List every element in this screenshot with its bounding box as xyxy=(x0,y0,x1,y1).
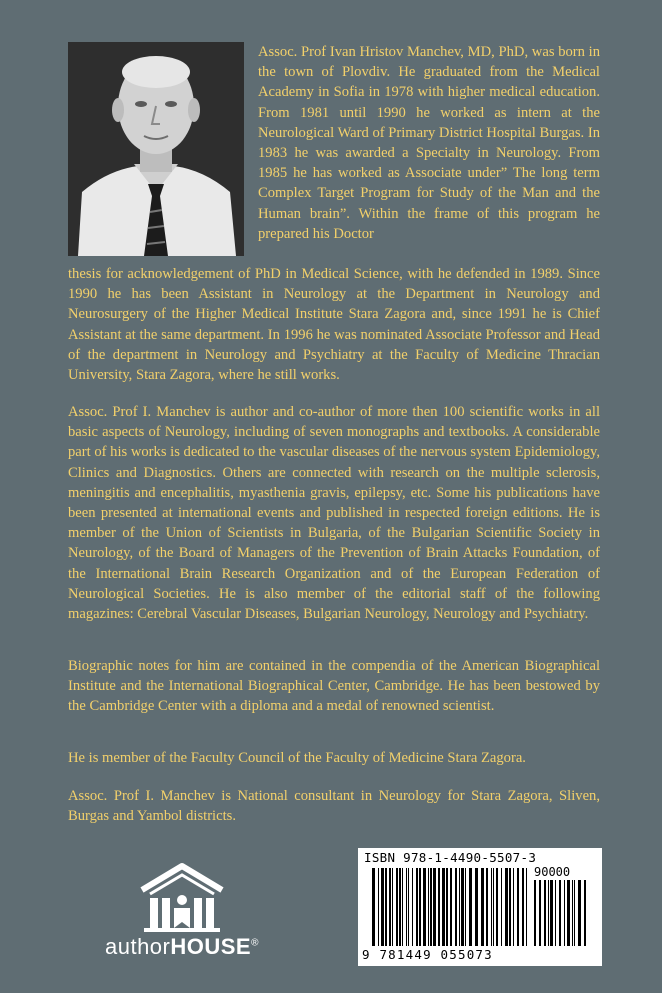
barcode-bar xyxy=(509,868,511,946)
barcode-bar xyxy=(526,868,527,946)
portrait-photo-icon xyxy=(68,42,244,256)
price-code: 90000 xyxy=(534,865,571,879)
barcode-bar xyxy=(486,868,488,946)
barcode-bar xyxy=(544,880,546,946)
bio-paragraph-3: Biographic notes for him are contained in the compendia of the American Biographical Institute and the International Biographical Center, Cambridge. He has been bestowed by the Cambridge Center with a diploma and a medal of renowned scientist. xyxy=(68,658,600,715)
barcode-bar xyxy=(450,868,452,946)
barcode-bar xyxy=(534,880,536,946)
ean-digits: 9 781449 055073 xyxy=(362,947,493,962)
barcode-bar xyxy=(438,868,440,946)
barcode-bar xyxy=(442,868,445,946)
barcode-bar xyxy=(402,868,403,946)
bio-paragraph-1-wrap: Assoc. Prof Ivan Hristov Manchev, MD, PhD, was born in the town of Plovdiv. He graduated from the Medical Academy in Sofia in 1978 with higher medical education. From 1981 until 1990 he worked as intern at the Neurological Ward of Primary District Hospital Burgas. In 1983 he was awarded a Specialty in Neurology. From 1985 he has worked as Associate under” The long term Complex Target Program for Study of the Man and the Human brain”. Within the frame of this program he prepared his Doctor xyxy=(258,44,600,242)
barcode-bar xyxy=(465,868,466,946)
publisher-name: authorHOUSE® xyxy=(104,934,259,959)
barcode-bar xyxy=(446,868,448,946)
barcode-bar xyxy=(481,868,484,946)
author-photo xyxy=(68,42,244,256)
barcode-bar xyxy=(567,880,570,946)
barcode-bar xyxy=(469,868,472,946)
publisher-logo xyxy=(98,862,266,962)
barcode-bar xyxy=(505,868,508,946)
barcode-bar xyxy=(408,868,409,946)
authorhouse-building-icon xyxy=(98,862,266,934)
barcode-bar xyxy=(392,868,393,946)
barcode-bar xyxy=(399,868,401,946)
barcode-bar xyxy=(578,880,581,946)
barcode-bar xyxy=(396,868,398,946)
barcode-bar xyxy=(491,868,492,946)
barcode-bar xyxy=(550,880,553,946)
bio-paragraph-5: Assoc. Prof I. Manchev is National consultant in Neurology for Stara Zagora, Sliven, Burgas and Yambol districts. xyxy=(68,788,600,825)
barcode-bar xyxy=(559,880,561,946)
barcode-bar xyxy=(385,868,387,946)
barcode-bar xyxy=(493,868,494,946)
barcode-bar xyxy=(416,868,418,946)
ean-barcode-bars xyxy=(372,868,528,952)
barcode-bar xyxy=(461,868,464,946)
bio-paragraph-2: Assoc. Prof I. Manchev is author and co-author of more then 100 scientific works in all basic aspects of Neurology, including of seven monographs and textbooks. A considerable part of his works is dedicated to the vascular diseases of the nervous system Epidemiology, Clinics and Diagnostics. Others are connected with research on the multiple sclerosis, meningitis and encephalitis, myasthenia gravis, epilepsy, etc. Some his publications have been presented at international events and published in respected foreign editions. He is member of the Union of Scientists in Bulgaria, of the Bulgarian Scientific Society in Neurology, of the Board of Managers of the Prevention of Brain Attacks Foundation, of the International Brain Research Organization and of the European Federation of Neurological Societies. He is also member of the editorial staff of the following magazines: Cerebral Vascular Diseases, Bulgarian Neurology, Neurology and Psychiatry. xyxy=(68,404,601,623)
barcode-bar xyxy=(564,880,565,946)
bio-paragraph-4: He is member of the Faculty Council of the Faculty of Medicine Stara Zagora. xyxy=(68,750,526,766)
barcode-bar xyxy=(574,880,575,946)
barcode-bar xyxy=(430,868,432,946)
barcode xyxy=(358,848,602,966)
barcode-bar xyxy=(423,868,426,946)
barcode-bar xyxy=(539,880,541,946)
barcode-bar xyxy=(378,868,379,946)
isbn-text: ISBN 978-1-4490-5507-3 xyxy=(364,850,537,865)
barcode-bar xyxy=(433,868,436,946)
barcode-bar xyxy=(501,868,502,946)
barcode-bar xyxy=(513,868,514,946)
bio-paragraph-1-continued: thesis for acknowledgement of PhD in Medical Science, with he defended in 1989. Since 1990 he has been Assistant in Neurology at the Department in Neurology and Neurosurgery of the Higher Medical Institute Stara Zagora and, since 1991 he is Chief Assistant at the same department. In 1996 he was nominated Associate Professor and Head of the department in Neurology and Psychiatry at the Faculty of Medicine Thracian University, Stara Zagora, where he still works. xyxy=(68,266,600,384)
barcode-bar xyxy=(459,868,460,946)
barcode-bar xyxy=(389,868,391,946)
barcode-bar xyxy=(455,868,457,946)
barcode-bar xyxy=(496,868,498,946)
barcode-bar xyxy=(522,868,524,946)
barcode-bar xyxy=(555,880,556,946)
barcode-bar xyxy=(548,880,549,946)
barcode-bar xyxy=(412,868,413,946)
barcode-bar xyxy=(406,868,407,946)
barcode-bar xyxy=(419,868,421,946)
price-barcode-bars xyxy=(534,880,588,946)
barcode-bar xyxy=(572,880,573,946)
barcode-bar xyxy=(584,880,586,946)
barcode-bar xyxy=(475,868,478,946)
barcode-bar xyxy=(372,868,375,946)
barcode-bar xyxy=(428,868,429,946)
barcode-bar xyxy=(381,868,384,946)
barcode-bar xyxy=(517,868,519,946)
